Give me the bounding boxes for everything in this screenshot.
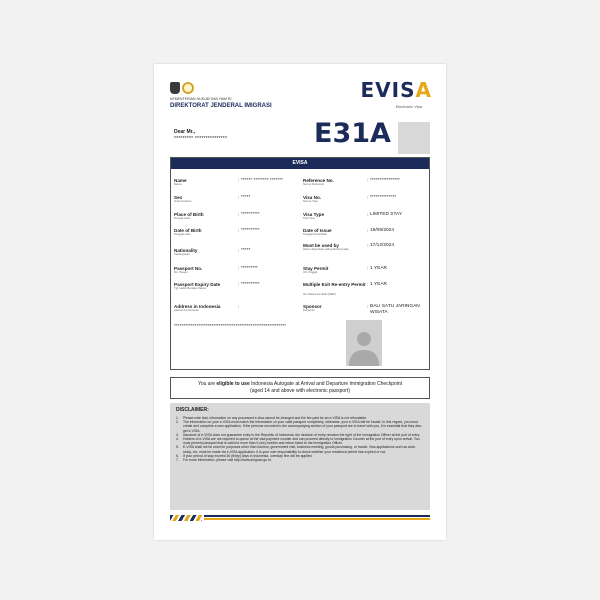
field-label: Address in Indonesia [174, 304, 221, 309]
disclaimer-text: The information on your e-VISA must match the information on your valid passport completely, otherwise, your e-VISA will be invalid. In this regard, you must create and complete a new application. If the persons recorded to the accompanying section of your passport are to travel with you, it is essential that they also get e-VISA. [183, 420, 422, 433]
field-value: ***** [241, 248, 251, 253]
disclaimer-item: 2. The information on your e-VISA must match the information on your valid passport completely, otherwise, your e-VISA will be invalid. In this regard, you must create and complete a new application. If the persons recorded to the accompanying section of your passport are to travel with you, it is essential that they also get e-VISA. [176, 420, 424, 433]
disclaimer-text: Issuance of e-VISA does not guarantee entry to the Republic of Indonesia, the decision of entry remains the right of the Immigration Officer at the port of entry. [183, 432, 420, 437]
disclaimer-text: Please note that, information on any processed e-visa cannot be changed and the fee paid for an e-VISA is not refundable. [183, 416, 367, 420]
field-label: Passport Expiry Date [174, 282, 221, 287]
disclaimer-box [170, 403, 430, 510]
field-value: **************** [370, 178, 400, 183]
field-value: 1 YEAR [370, 282, 387, 287]
field-colon: : [238, 228, 240, 233]
field-value: ********* [241, 266, 258, 271]
field-sublabel: Kebangsaan [174, 252, 190, 256]
eligibility-bold: eligible to use [216, 381, 250, 387]
disclaimer-item: 6. If your period of stay exceed 30 (thirty) days in Indonesia, overstay fine will be applied. [176, 453, 313, 458]
field-value: ***** [241, 195, 251, 200]
box-title: EVISA [171, 158, 429, 169]
immigration-emblem-icon [182, 82, 194, 94]
field-label: Place of Birth [174, 212, 204, 217]
disclaimer-item: 1. Please note that, information on any processed e-visa cannot be changed and the fee paid for an e-VISA is not refundable. [176, 416, 367, 420]
field-colon: : [367, 212, 369, 217]
field-colon: : [367, 266, 369, 271]
disclaimer-text: E-VISA shall not be used for purposes other than tourism, government visit, business meeting, goods purchasing, or transit. Visa applications such as work, study, etc. must be made via e-VISA application. It is your own responsibility to check whether your residence permit has expired or not. [183, 445, 417, 454]
eligibility-rest: Indonesia Autogate at Arrival and Departure Immigration Checkpoint [249, 381, 403, 387]
field-label: Nationality [174, 248, 198, 253]
field-label: Passport No. [174, 266, 203, 271]
field-sublabel: Jenis Kelamin [174, 199, 192, 203]
field-sublabel: Tanggal Penerbitan [303, 232, 328, 236]
field-colon: : [238, 212, 240, 217]
field-colon: : [367, 195, 369, 200]
field-sublabel: Alamat di Indonesia [174, 308, 199, 312]
visa-index-code: E31A [314, 118, 391, 149]
field-label: Date of Birth [174, 228, 202, 233]
disclaimer-item: 4. Holders of e-VISA are not required to queue at the visa payment counter and can proceed directly to Immigration Counter at the port of entry upon arrival. You must present passport that is valid for more than 6 (six) months and return ticket to the Immigration Officer. [176, 437, 424, 445]
emblems [170, 82, 194, 94]
ministry-name: KEMENTERIAN HUKUM DAN HAM RI [170, 97, 232, 101]
address-value: ************************************************************ [174, 324, 287, 329]
field-label: Multiple Exit Re-entry Permit [303, 282, 366, 287]
logo-subtitle: Electronic Visa [395, 104, 422, 109]
ministry-emblem-icon [170, 82, 180, 94]
holder-name: ********* *************** [174, 136, 228, 142]
field-sublabel: Harus digunakan paling lambat pada [303, 247, 349, 251]
field-value: 1 YEAR [370, 266, 387, 271]
field-value: LIMITED STAY [370, 212, 403, 217]
field-colon: : [238, 304, 240, 309]
field-colon: : [367, 304, 369, 309]
field-label: Stay Permit [303, 266, 329, 271]
dear-label: Dear Mr., [174, 129, 196, 135]
field-label: Name [174, 178, 187, 183]
field-label: Sex [174, 195, 183, 200]
disclaimer-item: 7. For more information, please visit http://www.imigrasi.go.id. [176, 458, 272, 463]
footer-bar-gold [204, 518, 430, 520]
field-colon: : [367, 243, 369, 248]
logo-accent-text: A [415, 78, 432, 102]
field-label: Visa No. [303, 195, 322, 200]
person-silhouette-icon [346, 320, 382, 366]
field-value: ********** [241, 228, 260, 233]
field-value: ********** [241, 282, 260, 287]
field-colon: : [238, 248, 240, 253]
field-label: Visa Type [303, 212, 325, 217]
field-sublabel: Nomor Visa [303, 199, 318, 203]
field-value: 17/12/2024 [370, 243, 395, 248]
footer-stripes [170, 515, 430, 521]
field-sublabel: Nama [174, 182, 182, 186]
field-sublabel: Izin Tinggal [303, 270, 318, 274]
field-sublabel: Nomor Referensi [303, 182, 325, 186]
disclaimer-text: Holders of e-VISA are not required to queue at the visa payment counter and can proceed directly to Immigration Counter at the port of entry upon arrival. You must present passport that is valid for more than 6 (six) months and return ticket to the Immigration Officer. [183, 437, 420, 446]
directorate-name: DIREKTORAT JENDERAL IMIGRASI [170, 103, 272, 109]
field-colon: : [367, 228, 369, 233]
qr-code [398, 122, 430, 154]
field-colon: : [238, 266, 240, 271]
field-sublabel: No. Paspor [174, 270, 188, 274]
footer-bar-navy [204, 515, 430, 517]
document-header [170, 76, 432, 116]
field-colon: : [367, 178, 369, 183]
field-label: Date of Issue [303, 228, 332, 233]
field-value: ****** ******** ******* [241, 178, 283, 183]
field-colon: : [367, 282, 369, 287]
field-value: BALI SATU JARINGAN WISATA [370, 304, 420, 315]
field-sublabel: Tgl. Habis Berlaku Paspor [174, 286, 207, 290]
field-label: Must be used by [303, 243, 339, 248]
diagonal-stripes [170, 515, 202, 521]
eligibility-prefix: You are [197, 381, 217, 387]
logo-main-text: EVIS [360, 78, 416, 102]
disclaimer-text: If your period of stay exceed 30 (thirty) days in Indonesia, overstay fine will be applied. [183, 453, 313, 458]
field-value: ********** [241, 212, 260, 217]
field-sublabel: Tipe Visa [303, 216, 315, 220]
field-label: Sponsor [303, 304, 322, 309]
holder-photo [346, 320, 382, 366]
disclaimer-title: DISCLAIMER: [176, 407, 209, 413]
evisa-document [154, 64, 446, 540]
field-value: 19/09/2024 [370, 228, 395, 233]
eligibility-line2: (aged 14 and above with electronic passport) [250, 388, 350, 394]
autogate-eligibility-box [170, 377, 430, 399]
disclaimer-item: 5. E-VISA shall not be used for purposes other than tourism, government visit, business meeting, goods purchasing, or transit. Visa applications such as work, study, etc. must be made via e-VISA application. It is your own responsibility to check whether your residence permit has expired or not. [176, 445, 424, 453]
field-colon: : [238, 178, 240, 183]
field-value: ************** [370, 195, 397, 200]
field-sublabel: Tanggal Lahir [174, 232, 191, 236]
field-sublabel: Izin Masuk kembali (MER) [303, 292, 336, 296]
field-sublabel: Tempat Lahir [174, 216, 191, 220]
evisa-details-box [170, 157, 430, 370]
evisa-logo [361, 78, 432, 102]
field-colon: : [238, 195, 240, 200]
disclaimer-text: For more information, please visit http://www.imigrasi.go.id. [183, 458, 272, 463]
disclaimer-item: 3. Issuance of e-VISA does not guarantee entry to the Republic of Indonesia, the decision of entry remains the right of the Immigration Officer at the port of entry. [176, 432, 420, 437]
field-sublabel: Penjamin [303, 308, 315, 312]
field-colon: : [238, 282, 240, 287]
field-label: Reference No. [303, 178, 334, 183]
